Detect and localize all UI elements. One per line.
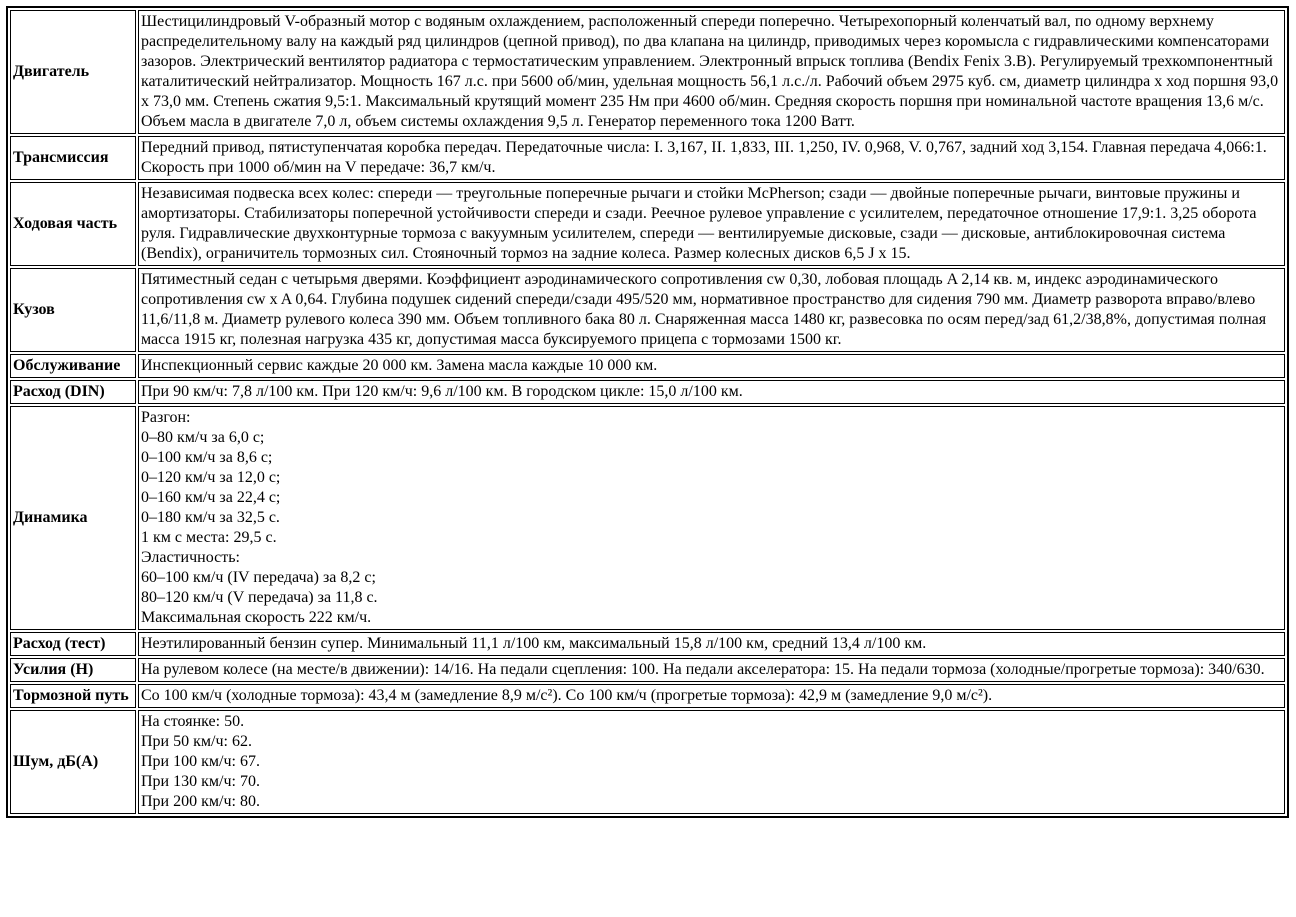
value-line: 1 км с места: 29,5 с.	[141, 529, 277, 546]
row-label: Двигатель	[10, 10, 136, 134]
value-line: Разгон:	[141, 409, 191, 426]
value-line: Максимальная скорость 222 км/ч.	[141, 609, 372, 626]
row-value-lines	[138, 406, 1285, 630]
value-line: 60–100 км/ч (IV передача) за 8,2 с;	[141, 569, 376, 586]
row-value: Шестицилиндровый V-образный мотор с водяным охлаждением, расположенный спереди поперечно. Четырехопорный коленчатый вал, по одному верхнему распределительному валу на каждый ряд цилиндров (цепной привод), по два клапана на цилиндр, приводимых через коромысла с гидравлическими компенсаторами зазоров. Электрический вентилятор радиатора с термостатическим управлением. Электронный впрыск топлива (Bendix Fenix 3.B). Регулируемый трехкомпонентный каталитический нейтрализатор. Мощность 167 л.с. при 5600 об/мин, удельная мощность 56,1 л.с./л. Рабочий объем 2975 куб. см, диаметр цилиндра х ход поршня 93,0 х 73,0 мм. Степень сжатия 9,5:1. Максимальный крутящий момент 235 Нм при 4600 об/мин. Средняя скорость поршня при номинальной частоте вращения 13,6 м/с. Объем масла в двигателе 7,0 л, объем системы охлаждения 9,5 л. Генератор переменного тока 1200 Ватт.	[138, 10, 1285, 134]
value-line: 80–120 км/ч (V передача) за 11,8 с.	[141, 589, 378, 606]
row-label: Шум, дБ(А)	[10, 710, 136, 814]
row-value: Пятиместный седан с четырьмя дверями. Коэффициент аэродинамического сопротивления cw 0,30, лобовая площадь A 2,14 кв. м, индекс аэродинамического сопротивления cw x A 0,64. Глубина подушек сидений спереди/сзади 495/520 мм, нормативное пространство для сидения 790 мм. Диаметр разворота вправо/влево 11,6/11,8 м. Диаметр рулевого колеса 390 мм. Объем топливного бака 80 л. Снаряженная масса 1480 кг, развесовка по осям перед/зад 61,2/38,8%, допустимая полная масса 1915 кг, полезная нагрузка 435 кг, допустимая масса буксируемого прицепа с тормозами 1500 кг.	[138, 268, 1285, 352]
row-label: Кузов	[10, 268, 136, 352]
row-value: Инспекционный сервис каждые 20 000 км. Замена масла каждые 10 000 км.	[138, 354, 1285, 378]
value-line: На стоянке: 50.	[141, 713, 245, 730]
row-value: Передний привод, пятиступенчатая коробка передач. Передаточные числа: I. 3,167, II. 1,833, III. 1,250, IV. 0,968, V. 0,767, задний ход 3,154. Главная передача 4,066:1. Скорость при 1000 об/мин на V передаче: 36,7 км/ч.	[138, 136, 1285, 180]
spec-row-service	[10, 354, 1285, 378]
row-label: Расход (DIN)	[10, 380, 136, 404]
row-value: Со 100 км/ч (холодные тормоза): 43,4 м (замедление 8,9 м/с²). Со 100 км/ч (прогретые тормоза): 42,9 м (замедление 9,0 м/с²).	[138, 684, 1285, 708]
spec-row-transmission	[10, 136, 1285, 180]
value-line: При 130 км/ч: 70.	[141, 773, 260, 790]
row-value: На рулевом колесе (на месте/в движении): 14/16. На педали сцепления: 100. На педали акселератора: 15. На педали тормоза (холодные/прогретые тормоза): 340/630.	[138, 658, 1285, 682]
value-line: 0–100 км/ч за 8,6 с;	[141, 449, 273, 466]
spec-row-dynamics	[10, 406, 1285, 630]
value-line: 0–160 км/ч за 22,4 с;	[141, 489, 281, 506]
row-label: Расход (тест)	[10, 632, 136, 656]
spec-row-noise	[10, 710, 1285, 814]
spec-row-braking-distance	[10, 684, 1285, 708]
value-line: 0–120 км/ч за 12,0 с;	[141, 469, 281, 486]
spec-row-body	[10, 268, 1285, 352]
spec-document	[6, 6, 1289, 818]
spec-row-consumption-test	[10, 632, 1285, 656]
value-line: При 200 км/ч: 80.	[141, 793, 260, 810]
row-label: Обслуживание	[10, 354, 136, 378]
row-label: Ходовая часть	[10, 182, 136, 266]
specifications-table	[6, 6, 1289, 818]
spec-row-consumption-din	[10, 380, 1285, 404]
value-line: 0–180 км/ч за 32,5 с.	[141, 509, 280, 526]
value-line: При 100 км/ч: 67.	[141, 753, 260, 770]
row-value-lines	[138, 710, 1285, 814]
row-value: Независимая подвеска всех колес: спереди — треугольные поперечные рычаги и стойки McPherson; сзади — двойные поперечные рычаги, винтовые пружины и амортизаторы. Стабилизаторы поперечной устойчивости спереди и сзади. Реечное рулевое управление с усилителем, передаточное отношение 17,9:1. 3,25 оборота руля. Гидравлические двухконтурные тормоза с вакуумным усилителем, спереди — вентилируемые дисковые, сзади — дисковые, антиблокировочная система (Bendix), ограничитель тормозных сил. Стояночный тормоз на задние колеса. Размер колесных дисков 6,5 J x 15.	[138, 182, 1285, 266]
row-label: Тормозной путь	[10, 684, 136, 708]
row-label: Трансмиссия	[10, 136, 136, 180]
row-label: Динамика	[10, 406, 136, 630]
row-label: Усилия (Н)	[10, 658, 136, 682]
row-value: Неэтилированный бензин супер. Минимальный 11,1 л/100 км, максимальный 15,8 л/100 км, средний 13,4 л/100 км.	[138, 632, 1285, 656]
value-line: Эластичность:	[141, 549, 240, 566]
value-line: 0–80 км/ч за 6,0 с;	[141, 429, 265, 446]
spec-row-engine	[10, 10, 1285, 134]
spec-row-chassis	[10, 182, 1285, 266]
spec-row-forces	[10, 658, 1285, 682]
value-line: При 50 км/ч: 62.	[141, 733, 252, 750]
row-value: При 90 км/ч: 7,8 л/100 км. При 120 км/ч: 9,6 л/100 км. В городском цикле: 15,0 л/100 км.	[138, 380, 1285, 404]
